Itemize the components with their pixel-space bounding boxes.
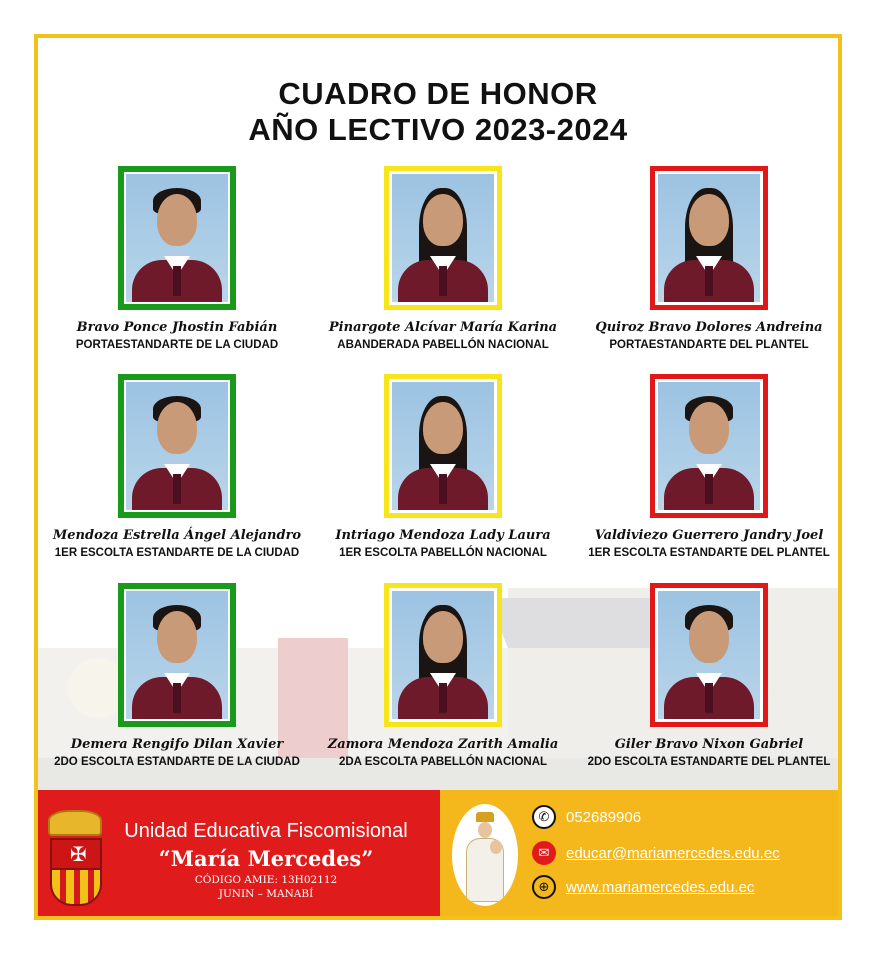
- student-role: 2DA ESCOLTA PABELLÓN NACIONAL: [338, 756, 548, 768]
- contact-email[interactable]: [532, 840, 780, 866]
- virgin-mary-image: [452, 804, 518, 906]
- student-name: Bravo Ponce Jhostin Fabián: [76, 320, 278, 335]
- student-name: Valdiviezo Guerrero Jandry Joel: [594, 528, 824, 543]
- student-photo: [118, 374, 236, 518]
- crest-icon: ✠: [46, 810, 102, 910]
- school-code: CÓDIGO AMIE: 13H02112: [194, 874, 338, 886]
- student-name: Intriago Mendoza Lady Laura: [335, 528, 551, 543]
- page-title: CUADRO DE HONOR: [278, 76, 598, 111]
- student-card: [52, 166, 302, 351]
- student-name: Quiroz Bravo Dolores Andreina: [595, 320, 823, 335]
- student-role: ABANDERADA PABELLÓN NACIONAL: [337, 339, 549, 351]
- student-role: 1ER ESCOLTA ESTANDARTE DEL PLANTEL: [588, 547, 830, 559]
- phone-icon: ✆: [532, 805, 556, 829]
- student-name: Zamora Mendoza Zarith Amalia: [327, 737, 559, 752]
- student-photo: [118, 583, 236, 727]
- contact-website[interactable]: [532, 874, 754, 900]
- student-card: [584, 583, 834, 768]
- contact-banner: [440, 790, 838, 920]
- school-name: Unidad Educativa Fiscomisional: [124, 820, 408, 842]
- student-role: PORTAESTANDARTE DEL PLANTEL: [609, 339, 809, 351]
- student-photo: [384, 374, 502, 518]
- honor-board: [34, 34, 842, 920]
- contact-phone[interactable]: [532, 804, 641, 830]
- phone-number[interactable]: 052689906: [566, 808, 642, 826]
- student-role: PORTAESTANDARTE DE LA CIUDAD: [75, 339, 279, 351]
- school-city: JUNIN – MANABÍ: [218, 888, 314, 900]
- student-photo: [384, 166, 502, 310]
- student-photo: [650, 583, 768, 727]
- student-name: Mendoza Estrella Ángel Alejandro: [52, 528, 302, 543]
- student-name: Demera Rengifo Dilan Xavier: [70, 737, 284, 752]
- student-name: Giler Bravo Nixon Gabriel: [614, 737, 804, 752]
- student-card: [318, 166, 568, 351]
- email-link[interactable]: educar@mariamercedes.edu.ec: [566, 844, 780, 862]
- globe-icon: ⊕: [532, 875, 556, 899]
- school-subname: “María Mercedes”: [158, 846, 374, 871]
- student-name: Pinargote Alcívar María Karina: [328, 320, 558, 335]
- student-photo: [650, 374, 768, 518]
- student-photo: [384, 583, 502, 727]
- student-role: 2DO ESCOLTA ESTANDARTE DE LA CIUDAD: [54, 756, 300, 768]
- school-banner: [38, 790, 440, 920]
- email-icon: ✉: [532, 841, 556, 865]
- student-photo: [650, 166, 768, 310]
- student-card: [318, 374, 568, 559]
- student-card: [584, 374, 834, 559]
- website-link[interactable]: www.mariamercedes.edu.ec: [566, 878, 755, 896]
- student-card: [584, 166, 834, 351]
- student-card: [52, 374, 302, 559]
- student-role: 1ER ESCOLTA ESTANDARTE DE LA CIUDAD: [54, 547, 300, 559]
- student-role: 2DO ESCOLTA ESTANDARTE DEL PLANTEL: [587, 756, 831, 768]
- student-card: [52, 583, 302, 768]
- student-role: 1ER ESCOLTA PABELLÓN NACIONAL: [339, 547, 547, 559]
- page-subtitle: AÑO LECTIVO 2023-2024: [248, 112, 628, 147]
- student-photo: [118, 166, 236, 310]
- student-card: [318, 583, 568, 768]
